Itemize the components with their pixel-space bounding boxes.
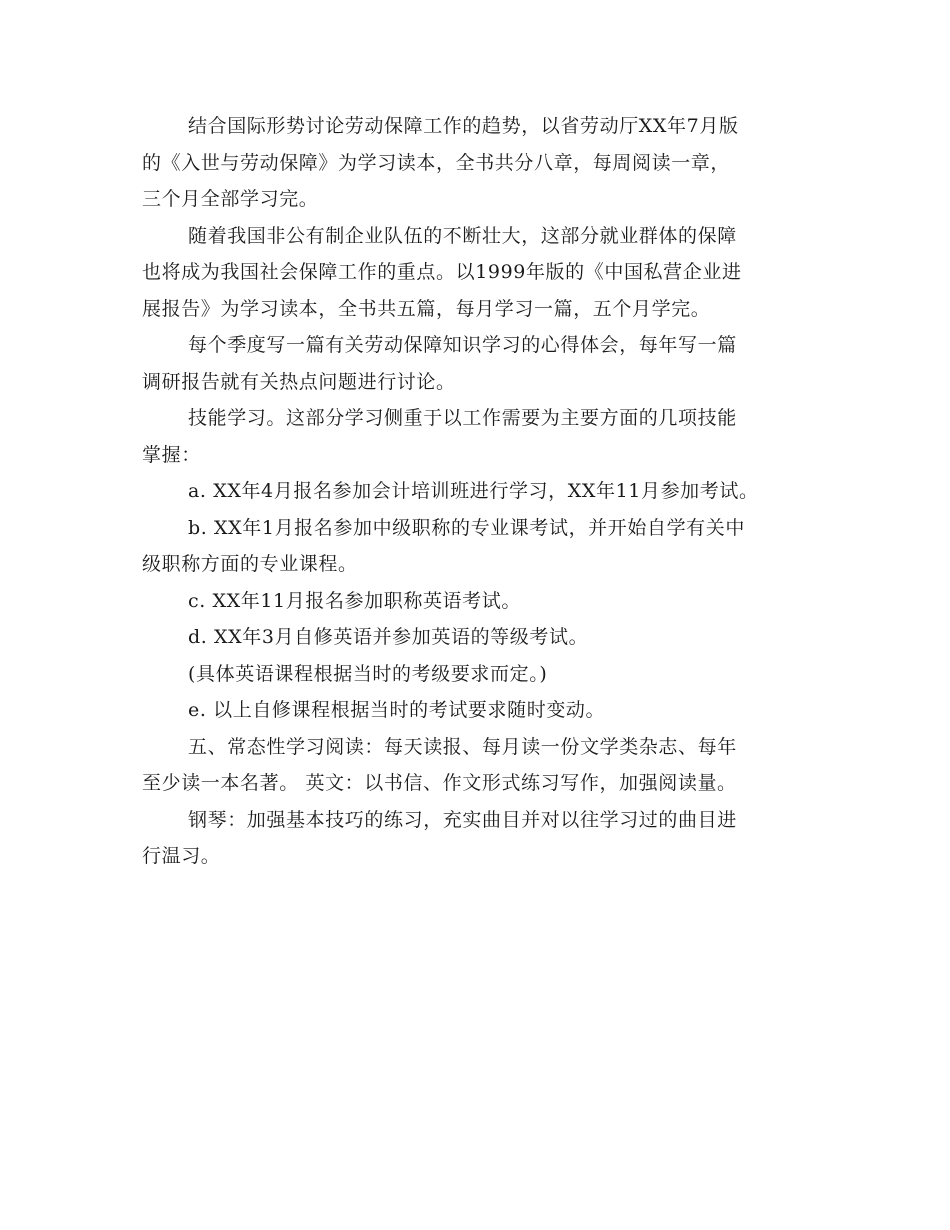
text-line: 随着我国非公有制企业队伍的不断壮大，这部分就业群体的保障 bbox=[188, 224, 737, 247]
text-line: 展报告》为学习读本，全书共五篇，每月学习一篇，五个月学完。 bbox=[142, 297, 711, 320]
list-item-d bbox=[142, 619, 812, 656]
text-line: 结合国际形势讨论劳动保障工作的趋势，以省劳动厅XX年7月版 bbox=[188, 115, 739, 137]
list-item-c bbox=[142, 583, 812, 620]
note-english-courses bbox=[142, 656, 812, 693]
text-line: b. XX年1月报名参加中级职称的专业课考试，并开始自学有关中 bbox=[188, 516, 745, 539]
list-item-a bbox=[142, 473, 812, 510]
text-line: 级职称方面的专业课程。 bbox=[142, 553, 358, 575]
text-line: 掌握： bbox=[142, 443, 201, 466]
paragraph-quarterly-report bbox=[142, 327, 812, 400]
text-line: 也将成为我国社会保障工作的重点。以1999年版的《中国私营企业进 bbox=[142, 261, 742, 283]
paragraph-piano bbox=[142, 802, 812, 875]
paragraph-private-enterprise bbox=[142, 218, 812, 328]
text-line: 技能学习。这部分学习侧重于以工作需要为主要方面的几项技能 bbox=[188, 407, 737, 429]
text-line: 钢琴：加强基本技巧的练习，充实曲目并对以往学习过的曲目进 bbox=[188, 808, 737, 831]
list-item-b bbox=[142, 510, 812, 583]
text-line: 五、常态性学习阅读：每天读报、每月读一份文学类杂志、每年 bbox=[188, 735, 737, 758]
text-line: 的《入世与劳动保障》为学习读本，全书共分八章，每周阅读一章， bbox=[142, 151, 731, 174]
text-line: (具体英语课程根据当时的考级要求而定。) bbox=[188, 662, 548, 685]
text-line: 每个季度写一篇有关劳动保障知识学习的心得体会，每年写一篇 bbox=[188, 334, 737, 356]
paragraph-skill-learning bbox=[142, 400, 812, 473]
text-line: 三个月全部学习完。 bbox=[142, 188, 319, 210]
text-line: c. XX年11月报名参加职称英语考试。 bbox=[188, 589, 521, 612]
text-line: d. XX年3月自修英语并参加英语的等级考试。 bbox=[188, 626, 589, 648]
text-line: 至少读一本名著。 英文：以书信、作文形式练习写作，加强阅读量。 bbox=[142, 772, 737, 794]
text-line: e. 以上自修课程根据当时的考试要求随时变动。 bbox=[188, 699, 606, 721]
paragraph-regular-reading bbox=[142, 729, 812, 802]
document-body bbox=[142, 108, 812, 875]
text-line: 行温习。 bbox=[142, 845, 221, 867]
text-line: 调研报告就有关热点问题进行讨论。 bbox=[142, 370, 456, 393]
paragraph-labor-trends bbox=[142, 108, 812, 218]
text-line: a. XX年4月报名参加会计培训班进行学习，XX年11月参加考试。 bbox=[188, 480, 759, 502]
list-item-e bbox=[142, 692, 812, 729]
